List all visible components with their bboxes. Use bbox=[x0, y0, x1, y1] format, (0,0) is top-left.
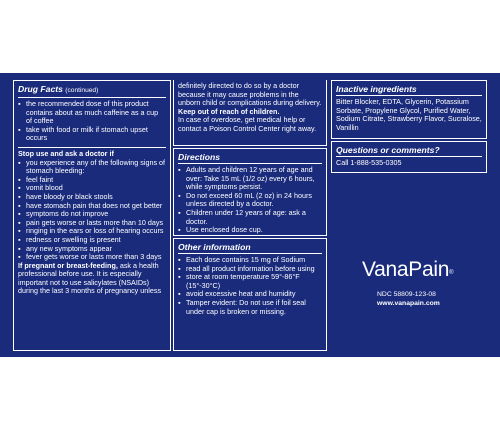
list-item: ▪ have bloody or black stools bbox=[18, 193, 166, 202]
divider bbox=[178, 253, 322, 254]
list-item: ▪ feel faint bbox=[18, 176, 166, 185]
pregnancy-warning bbox=[18, 262, 166, 296]
ndc-number: NDC 58809-123-08 bbox=[377, 291, 436, 298]
keep-out-of-reach: Keep out of reach of children. bbox=[178, 106, 280, 116]
list-item: ▪ any new symptoms appear bbox=[18, 245, 166, 254]
divider bbox=[18, 147, 166, 148]
inactive-ingredients-title: Inactive ingredients bbox=[336, 84, 417, 94]
divider bbox=[18, 97, 166, 98]
list-item: ▪ store at room temperature 59°-86°F (15°-30°C) bbox=[178, 273, 322, 290]
directions-panel bbox=[173, 148, 327, 236]
registered-mark: ® bbox=[449, 270, 454, 276]
drug-facts-continued: (continued) bbox=[65, 87, 99, 94]
list-item: ▪ Tamper evident: Do not use if foil seal under cap is broken or missing. bbox=[178, 299, 322, 316]
list-item: ▪ ringing in the ears or loss of hearing occurs bbox=[18, 227, 166, 236]
brand-name: VanaPain bbox=[362, 258, 450, 281]
questions-panel bbox=[331, 141, 487, 173]
intro-list bbox=[18, 100, 166, 143]
list-item: ▪ you experience any of the following signs of stomach bleeding: bbox=[18, 159, 166, 176]
list-item: ▪ avoid excessive heat and humidity bbox=[178, 290, 322, 299]
website-link: www.vanapain.com bbox=[377, 300, 440, 307]
questions-title: Questions or comments? bbox=[336, 145, 440, 155]
other-info-panel bbox=[173, 238, 327, 351]
pregnancy-warning-bold: If pregnant or breast-feeding, bbox=[18, 260, 118, 270]
product-label-panel bbox=[0, 73, 500, 357]
list-item: ▪ Use enclosed dose cup. bbox=[178, 226, 322, 235]
list-item: ▪ fever gets worse or lasts more than 3 days bbox=[18, 253, 166, 262]
divider bbox=[336, 95, 482, 96]
list-item: ▪ Each dose contains 15 mg of Sodium bbox=[178, 256, 322, 265]
drug-facts-title bbox=[18, 84, 166, 96]
drug-facts-title-text: Drug Facts bbox=[18, 84, 63, 94]
other-info-title: Other information bbox=[178, 242, 251, 252]
vanapain-logo bbox=[362, 258, 453, 282]
drug-facts-panel bbox=[13, 80, 171, 351]
other-info-list bbox=[178, 256, 322, 316]
divider bbox=[178, 163, 322, 164]
list-item: ▪ vomit blood bbox=[18, 184, 166, 193]
list-item: ▪ symptoms do not improve bbox=[18, 210, 166, 219]
directions-title: Directions bbox=[178, 152, 221, 162]
list-item: ▪ take with food or milk if stomach upset occurs bbox=[18, 126, 166, 143]
stop-use-heading: Stop use and ask a doctor if bbox=[18, 148, 114, 158]
stop-use-list bbox=[18, 159, 166, 262]
list-item: ▪ have stomach pain that does not get better bbox=[18, 202, 166, 211]
list-item: ▪ Children under 12 years of age: ask a doctor. bbox=[178, 209, 322, 226]
list-item: ▪ pain gets worse or lasts more than 10 days bbox=[18, 219, 166, 228]
divider bbox=[336, 156, 482, 157]
list-item: ▪ read all product information before using bbox=[178, 265, 322, 274]
warning-continued-text: definitely directed to do so by a doctor because it may cause problems in the unborn child or complications during delivery. bbox=[178, 81, 322, 108]
questions-phone: Call 1-888-535-0305 bbox=[336, 158, 402, 167]
warning-continued-panel bbox=[173, 80, 327, 146]
list-item: ▪ Adults and children 12 years of age and over: Take 15 mL (1/2 oz) every 6 hours, while symptoms persist. bbox=[178, 166, 322, 192]
list-item: ▪ the recommended dose of this product contains about as much caffeine as a cup of coffee bbox=[18, 100, 166, 126]
overdose-text: In case of overdose, get medical help or contact a Poison Control Center right away. bbox=[178, 115, 317, 133]
list-item: ▪ Do not exceed 60 mL (2 oz) in 24 hours unless directed by a doctor. bbox=[178, 192, 322, 209]
directions-list bbox=[178, 166, 322, 235]
inactive-ingredients-panel bbox=[331, 80, 487, 139]
inactive-ingredients-text: Bitter Blocker, EDTA, Glycerin, Potassium Sorbate, Propylene Glycol, Purified Water, Sodium Citrate, Strawberry Flavor, Sucralose, Vanillin bbox=[336, 97, 482, 132]
list-item: ▪ redness or swelling is present bbox=[18, 236, 166, 245]
pregnancy-warning-text: ask a health professional before use. It is especially important not to use salicylates (NSAIDs) during the last 3 months of pregnancy unless bbox=[18, 260, 162, 296]
